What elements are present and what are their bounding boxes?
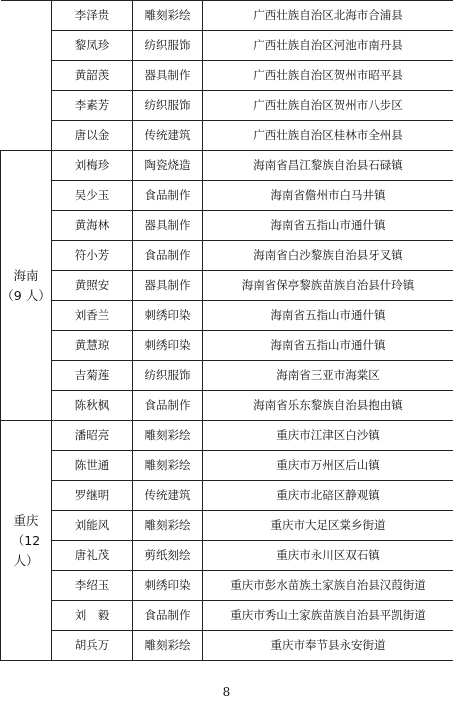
- artisans-table-body: [1, 1, 453, 661]
- artisan-name-cell: 刘能风: [52, 511, 133, 541]
- table-row: [1, 271, 453, 301]
- artisan-name-cell: 潘昭亮: [52, 421, 133, 451]
- artisan-name-cell: 陈世通: [52, 451, 133, 481]
- craft-category-cell: 刺绣印染: [133, 301, 203, 331]
- craft-category-cell: 雕刻彩绘: [133, 421, 203, 451]
- table-row: [1, 331, 453, 361]
- table-row: [1, 541, 453, 571]
- artisan-name-cell: 李素芳: [52, 91, 133, 121]
- craft-category-cell: 雕刻彩绘: [133, 631, 203, 661]
- craft-category-cell: 雕刻彩绘: [133, 511, 203, 541]
- table-row: [1, 451, 453, 481]
- artisan-name-cell: 胡兵万: [52, 631, 133, 661]
- location-cell: 海南省昌江黎族自治县石碌镇: [203, 151, 453, 181]
- location-cell: 海南省乐东黎族自治县抱由镇: [203, 391, 453, 421]
- location-cell: 重庆市永川区双石镇: [203, 541, 453, 571]
- artisan-name-cell: 吴少玉: [52, 181, 133, 211]
- region-name: 海南: [13, 267, 39, 283]
- page-number: 8: [222, 685, 231, 699]
- artisan-name-cell: 黄慧琼: [52, 331, 133, 361]
- craft-category-cell: 雕刻彩绘: [133, 451, 203, 481]
- artisan-name-cell: 唐礼茂: [52, 541, 133, 571]
- artisan-name-cell: 刘梅珍: [52, 151, 133, 181]
- location-cell: 广西壮族自治区北海市合浦县: [203, 1, 453, 31]
- location-cell: 海南省五指山市通什镇: [203, 331, 453, 361]
- table-row: [1, 121, 453, 151]
- craft-category-cell: 雕刻彩绘: [133, 1, 203, 31]
- craft-category-cell: 剪纸刻绘: [133, 541, 203, 571]
- location-cell: 海南省三亚市海棠区: [203, 361, 453, 391]
- location-cell: 广西壮族自治区贺州市八步区: [203, 91, 453, 121]
- location-cell: 重庆市彭水苗族土家族自治县汉葭街道: [203, 571, 453, 601]
- location-cell: 重庆市北碚区静观镇: [203, 481, 453, 511]
- table-row: [1, 31, 453, 61]
- artisan-name-cell: 黎凤珍: [52, 31, 133, 61]
- artisan-name-cell: 黄韶羡: [52, 61, 133, 91]
- table-row: [1, 391, 453, 421]
- region-count: （12 人）: [11, 532, 41, 568]
- artisan-name-cell: 陈秋枫: [52, 391, 133, 421]
- region-count: （9 人）: [1, 287, 51, 303]
- location-cell: 广西壮族自治区河池市南丹县: [203, 31, 453, 61]
- table-row: [1, 571, 453, 601]
- craft-category-cell: 传统建筑: [133, 121, 203, 151]
- craft-category-cell: 器具制作: [133, 61, 203, 91]
- table-row: [1, 421, 453, 451]
- artisan-name-cell: 符小芳: [52, 241, 133, 271]
- craft-category-cell: 纺织服饰: [133, 31, 203, 61]
- table-row: [1, 241, 453, 271]
- craft-category-cell: 食品制作: [133, 391, 203, 421]
- location-cell: 海南省五指山市通什镇: [203, 301, 453, 331]
- location-cell: 广西壮族自治区桂林市全州县: [203, 121, 453, 151]
- craft-category-cell: 食品制作: [133, 181, 203, 211]
- table-row: [1, 1, 453, 31]
- location-cell: 海南省五指山市通什镇: [203, 211, 453, 241]
- artisan-name-cell: 黄照安: [52, 271, 133, 301]
- table-row: [1, 181, 453, 211]
- artisan-name-cell: 刘香兰: [52, 301, 133, 331]
- table-row: [1, 631, 453, 661]
- location-cell: 重庆市秀山土家族苗族自治县平凯街道: [203, 601, 453, 631]
- craft-category-cell: 纺织服饰: [133, 91, 203, 121]
- location-cell: 重庆市大足区棠乡街道: [203, 511, 453, 541]
- craft-category-cell: 器具制作: [133, 271, 203, 301]
- craft-category-cell: 食品制作: [133, 601, 203, 631]
- craft-category-cell: 纺织服饰: [133, 361, 203, 391]
- location-cell: 重庆市奉节县永安街道: [203, 631, 453, 661]
- craft-category-cell: 食品制作: [133, 241, 203, 271]
- region-cell: [1, 421, 52, 661]
- location-cell: 海南省白沙黎族自治县牙叉镇: [203, 241, 453, 271]
- region-cell: [1, 1, 52, 151]
- craft-category-cell: 器具制作: [133, 211, 203, 241]
- location-cell: 广西壮族自治区贺州市昭平县: [203, 61, 453, 91]
- artisan-name-cell: 吉菊莲: [52, 361, 133, 391]
- table-row: [1, 211, 453, 241]
- artisan-name-cell: 罗继明: [52, 481, 133, 511]
- artisan-name-cell: 李绍玉: [52, 571, 133, 601]
- table-row: [1, 361, 453, 391]
- table-row: [1, 91, 453, 121]
- location-cell: 重庆市江津区白沙镇: [203, 421, 453, 451]
- artisan-name-cell: 黄海林: [52, 211, 133, 241]
- table-row: [1, 481, 453, 511]
- region-cell: [1, 151, 52, 421]
- table-row: [1, 511, 453, 541]
- craft-category-cell: 刺绣印染: [133, 331, 203, 361]
- location-cell: 海南省保亭黎族苗族自治县什玲镇: [203, 271, 453, 301]
- location-cell: 海南省儋州市白马井镇: [203, 181, 453, 211]
- artisan-name-cell: 唐以金: [52, 121, 133, 151]
- table-row: [1, 601, 453, 631]
- location-cell: 重庆市万州区后山镇: [203, 451, 453, 481]
- craft-category-cell: 陶瓷烧造: [133, 151, 203, 181]
- craft-category-cell: 传统建筑: [133, 481, 203, 511]
- artisan-name-cell: 刘 毅: [52, 601, 133, 631]
- table-row: [1, 151, 453, 181]
- craft-category-cell: 刺绣印染: [133, 571, 203, 601]
- table-row: [1, 61, 453, 91]
- table-row: [1, 301, 453, 331]
- artisan-name-cell: 李泽贵: [52, 1, 133, 31]
- region-name: 重庆: [13, 512, 39, 528]
